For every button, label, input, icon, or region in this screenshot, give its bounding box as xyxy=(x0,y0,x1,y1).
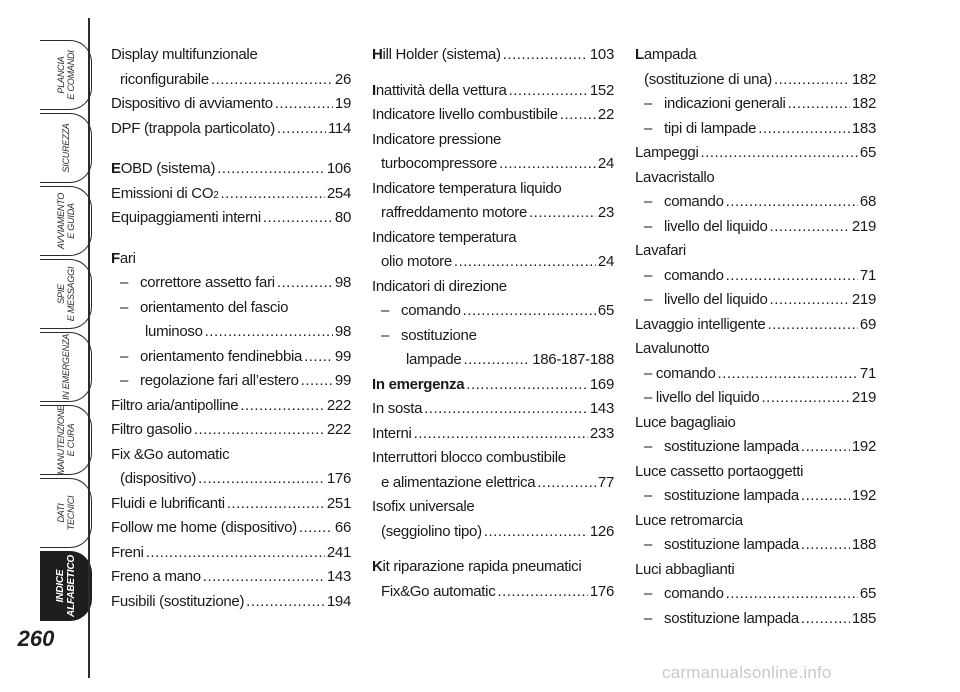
index-entry: (sostituzione di una) ..... 182 xyxy=(635,68,876,93)
index-entry: Follow me home (dispositivo) ..... 66 xyxy=(111,516,351,541)
index-entry: Indicatore temperatura liquido xyxy=(372,179,562,197)
index-entry: Lavafari xyxy=(635,242,686,259)
index-entry: Indicatore pressione xyxy=(372,130,502,148)
page-ref[interactable]: 103 xyxy=(589,46,614,63)
index-entry: Luce bagagliaio xyxy=(635,413,736,431)
page-ref[interactable]: 65 xyxy=(859,144,876,161)
index-entry: Emissioni di CO2 ..... 254 xyxy=(111,182,351,207)
index-entry: – sostituzione lampada ..... 192 xyxy=(635,484,876,509)
index-column-3 xyxy=(635,43,876,631)
page-ref[interactable]: 182 xyxy=(851,95,876,112)
tab-spie[interactable] xyxy=(40,259,92,329)
index-entry: e alimentazione elettrica ..... 77 xyxy=(372,471,614,496)
index-entry: – sostituzione lampada ..... 192 xyxy=(635,435,876,460)
index-entry: Lavaggio intelligente ..... 69 xyxy=(635,313,876,338)
index-entry: Equipaggiamenti interni ..... 80 xyxy=(111,206,351,231)
index-entry: Interni ..... 233 xyxy=(372,422,614,447)
index-entry: luminoso ..... 98 xyxy=(111,320,351,345)
page-ref[interactable]: 66 xyxy=(334,519,351,536)
page-ref[interactable]: 186-187-188 xyxy=(532,351,614,368)
index-entry: In sosta ..... 143 xyxy=(372,397,614,422)
page-ref[interactable]: 71 xyxy=(859,266,876,284)
page-number: 260 xyxy=(17,626,55,651)
index-entry: olio motore ..... 24 xyxy=(372,250,614,275)
tab-divider xyxy=(88,18,90,678)
page-ref[interactable]: 176 xyxy=(589,582,614,600)
index-entry: Fix&Go automatic ..... 176 xyxy=(372,580,614,605)
tab-label: IN EMERGENZA xyxy=(60,333,71,401)
index-entry: EOBD (sistema) ..... 106 xyxy=(111,157,351,182)
index-entry: Dispositivo di avviamento ..... 19 xyxy=(111,92,351,117)
page-ref[interactable]: 98 xyxy=(334,323,351,340)
index-entry: – comando ..... 68 xyxy=(635,190,876,215)
page-ref[interactable]: 26 xyxy=(334,70,351,88)
index-entry: – livello del liquido ..... 219 xyxy=(635,288,876,313)
page-ref[interactable]: 222 xyxy=(326,421,351,438)
tab-label: AVVIAMENTO E GUIDA xyxy=(55,192,76,250)
page-ref[interactable]: 65 xyxy=(859,585,876,602)
index-entry: Lavalunotto xyxy=(635,340,710,357)
index-entry: Fix &Go automatic xyxy=(111,445,230,463)
index-entry: Indicatori di direzione xyxy=(372,277,507,295)
page-ref[interactable]: 254 xyxy=(326,184,351,202)
page-ref[interactable]: 251 xyxy=(326,494,351,512)
page-ref[interactable]: 219 xyxy=(851,217,876,235)
index-entry: riconfigurabile ..... 26 xyxy=(111,68,351,93)
tab-manutenzione[interactable] xyxy=(40,405,92,475)
watermark: carmanualsonline.info xyxy=(662,663,832,682)
index-entry: Freno a mano ..... 143 xyxy=(111,565,351,590)
tab-label: MANUTENZIONE E CURA xyxy=(55,405,76,475)
tab-label: INDICE ALFABETICO xyxy=(54,555,77,617)
index-entry: – sostituzione lampada ..... 185 xyxy=(635,607,876,632)
index-entry: Fari xyxy=(111,249,136,267)
page-ref[interactable]: 219 xyxy=(851,389,876,406)
index-entry: – orientamento del fascio xyxy=(120,298,289,316)
page-ref[interactable]: 68 xyxy=(859,193,876,210)
index-entry: Indicatore livello combustibile ..... 22 xyxy=(372,103,614,128)
page-ref[interactable]: 106 xyxy=(326,160,351,177)
page-ref[interactable]: 114 xyxy=(327,119,351,137)
letter-heading: F xyxy=(111,249,120,267)
index-entry: – livello del liquido ..... 219 xyxy=(635,386,876,411)
page-ref[interactable]: 241 xyxy=(326,543,351,561)
page-ref[interactable]: 24 xyxy=(597,155,614,172)
page-ref[interactable]: 185 xyxy=(851,609,876,627)
index-column-2 xyxy=(372,43,614,604)
tab-dati-tecnici[interactable] xyxy=(40,478,92,548)
index-entry: Indicatore temperatura xyxy=(372,228,517,246)
page-ref[interactable]: 22 xyxy=(597,106,614,123)
tab-label: PLANCIA E COMANDI xyxy=(55,50,76,100)
index-entry: Filtro aria/antipolline ..... 222 xyxy=(111,394,351,419)
tab-label: SPIE E MESSAGGI xyxy=(55,266,76,322)
page-ref[interactable]: 219 xyxy=(851,291,876,308)
index-entry: Fluidi e lubrificanti ..... 251 xyxy=(111,492,351,517)
index-entry: Lampeggi ..... 65 xyxy=(635,141,876,166)
index-entry: – comando ..... 65 xyxy=(635,582,876,607)
index-column-1 xyxy=(111,43,351,614)
index-entry: Lampada xyxy=(635,46,697,63)
section-tabs xyxy=(0,0,100,692)
index-entry: – tipi di lampade ..... 183 xyxy=(635,117,876,142)
index-entry: – indicazioni generali ..... 182 xyxy=(635,92,876,117)
page-ref[interactable]: 65 xyxy=(597,302,614,319)
index-entry: – correttore assetto fari ..... 98 xyxy=(111,271,351,296)
tab-label: SICUREZZA xyxy=(60,123,71,173)
index-entry: Hill Holder (sistema) ..... 103 xyxy=(372,43,614,68)
page-ref[interactable]: 194 xyxy=(326,592,351,610)
tab-sicurezza[interactable] xyxy=(40,113,92,183)
index-entry: Filtro gasolio ..... 222 xyxy=(111,418,351,443)
page-ref[interactable]: 98 xyxy=(334,274,351,291)
index-entry: DPF (trappola particolato) ..... 114 xyxy=(111,117,351,142)
index-entry: Kit riparazione rapida pneumatici xyxy=(372,558,582,575)
page-ref[interactable]: 99 xyxy=(334,347,351,365)
index-entry: raffreddamento motore ..... 23 xyxy=(372,201,614,226)
page-ref[interactable]: 188 xyxy=(851,536,876,553)
tab-label: DATI TECNICI xyxy=(55,495,76,531)
index-entry: Display multifunzionale xyxy=(111,46,258,63)
index-entry: – regolazione fari all’estero ..... 99 xyxy=(111,369,351,394)
index-entry: – orientamento fendinebbia ..... 99 xyxy=(111,345,351,370)
index-entry: – sostituzione lampada ..... 188 xyxy=(635,533,876,558)
page-ref[interactable]: 80 xyxy=(334,209,351,226)
index-entry: In emergenza ..... 169 xyxy=(372,373,614,398)
page-ref[interactable]: 69 xyxy=(859,315,876,333)
index-entry: Interruttori blocco combustibile xyxy=(372,449,566,466)
page-ref[interactable]: 77 xyxy=(597,473,614,491)
letter-heading: L xyxy=(635,46,644,63)
page-ref[interactable]: 99 xyxy=(334,372,351,389)
page-ref[interactable]: 176 xyxy=(326,470,351,487)
index-entry: Luci abbaglianti xyxy=(635,560,735,578)
page-ref[interactable]: 143 xyxy=(326,568,351,585)
index-entry: – comando ..... 65 xyxy=(372,299,614,324)
page-ref[interactable]: 19 xyxy=(334,95,351,112)
index-entry: – comando ..... 71 xyxy=(635,362,876,387)
index-entry: Luce cassetto portaoggetti xyxy=(635,462,804,480)
page-ref[interactable]: 222 xyxy=(326,396,351,414)
tab-avviamento[interactable] xyxy=(40,186,92,256)
page-ref[interactable]: 143 xyxy=(589,400,614,417)
page-ref[interactable]: 192 xyxy=(851,487,876,504)
index-entry: – livello del liquido ..... 219 xyxy=(635,215,876,240)
index-entry: – comando ..... 71 xyxy=(635,264,876,289)
page-ref[interactable]: 152 xyxy=(589,81,614,99)
tab-plancia[interactable] xyxy=(40,40,92,110)
index-entry: – sostituzione xyxy=(381,326,477,344)
page-ref[interactable]: 24 xyxy=(597,253,614,270)
index-entry: Isofix universale xyxy=(372,498,475,515)
page-ref[interactable]: 23 xyxy=(597,204,614,221)
letter-heading: H xyxy=(372,46,383,63)
index-entry: Lavacristallo xyxy=(635,168,715,186)
letter-heading: E xyxy=(111,160,121,177)
page-ref[interactable]: 192 xyxy=(851,438,876,455)
index-entry: Freni ..... 241 xyxy=(111,541,351,566)
letter-heading: K xyxy=(372,558,383,575)
letter-heading: I xyxy=(372,81,376,99)
index-entry: lampade ..... 186-187-188 xyxy=(372,348,614,373)
page-ref[interactable]: 71 xyxy=(859,364,876,382)
index-entry: (seggiolino tipo) ..... 126 xyxy=(372,520,614,545)
page-ref[interactable]: 182 xyxy=(851,70,876,88)
index-entry: turbocompressore ..... 24 xyxy=(372,152,614,177)
index-entry: Fusibili (sostituzione) ..... 194 xyxy=(111,590,351,615)
tab-emergenza[interactable] xyxy=(40,332,92,402)
index-entry: Luce retromarcia xyxy=(635,511,743,529)
index-entry: (dispositivo) ..... 176 xyxy=(111,467,351,492)
page-ref[interactable]: 233 xyxy=(589,424,614,442)
index-entry: Inattività della vettura ..... 152 xyxy=(372,79,614,104)
page-ref[interactable]: 183 xyxy=(851,119,876,137)
tab-indice-alfabetico[interactable] xyxy=(40,551,92,621)
page-ref[interactable]: 169 xyxy=(589,375,614,393)
page-ref[interactable]: 126 xyxy=(589,522,614,540)
